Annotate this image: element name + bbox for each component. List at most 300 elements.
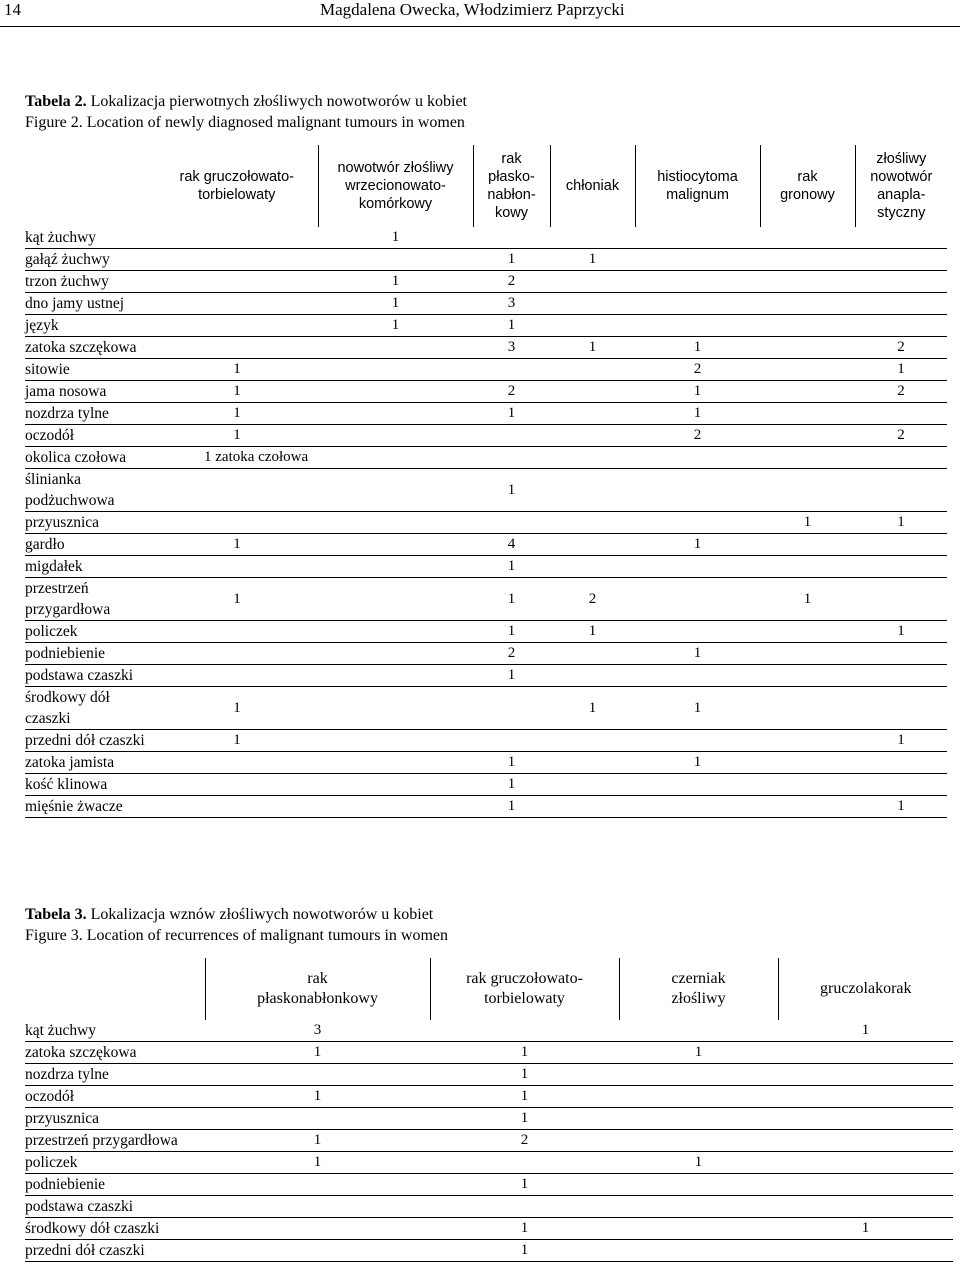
table-cell	[855, 447, 947, 469]
table-cell	[855, 687, 947, 730]
table-cell: 3	[507, 339, 516, 355]
table-cell: 1	[233, 699, 241, 716]
table-cell	[550, 556, 635, 578]
table-cell	[635, 447, 760, 469]
table-cell	[550, 534, 635, 556]
table-cell	[619, 1020, 778, 1042]
table-cell: 1	[507, 590, 516, 607]
table-cell	[205, 1196, 430, 1218]
table-cell	[156, 643, 318, 665]
table-cell: 1	[861, 1022, 870, 1038]
table-row	[25, 403, 947, 425]
table2-caption-en: Figure 2. Location of newly diagnosed malignant tumours in women	[25, 114, 465, 131]
table-cell: 1	[897, 361, 905, 377]
table-cell	[156, 556, 318, 578]
table3-corner	[25, 958, 205, 1020]
table3-header-row	[25, 958, 953, 1020]
table-cell: 1	[693, 405, 702, 421]
table-cell	[156, 774, 318, 796]
table-cell: 1	[520, 1110, 529, 1126]
table-cell	[778, 1108, 953, 1130]
table-cell	[778, 1152, 953, 1174]
table-cell	[760, 315, 855, 337]
table-cell: 1	[520, 1220, 529, 1236]
table-row	[25, 337, 947, 359]
table-cell	[760, 337, 855, 359]
table-row	[25, 534, 947, 556]
table-cell	[550, 665, 635, 687]
table-cell	[760, 774, 855, 796]
table-cell	[318, 403, 473, 425]
table-row	[25, 1020, 953, 1042]
table-cell: 1	[233, 405, 241, 421]
table-cell	[550, 447, 635, 469]
table-cell	[760, 227, 855, 249]
table-row	[25, 227, 947, 249]
table-cell	[635, 556, 760, 578]
table-cell: 1	[313, 1132, 322, 1148]
table-cell: 1	[507, 754, 516, 770]
table-cell: 1	[507, 776, 516, 792]
table-cell: 1	[588, 623, 597, 639]
table-cell	[550, 315, 635, 337]
row-label: zatoka jamista	[25, 754, 115, 771]
table2-col-header	[156, 145, 318, 227]
table-cell: 1	[391, 317, 400, 333]
table-row	[25, 293, 947, 315]
row-label: podstawa czaszki	[25, 667, 134, 684]
table-cell	[635, 774, 760, 796]
table-cell	[760, 730, 855, 752]
table-cell	[855, 774, 947, 796]
row-label: oczodół	[25, 1088, 75, 1105]
table-cell	[635, 796, 760, 818]
table-cell: 1	[694, 1154, 703, 1170]
table-cell	[318, 796, 473, 818]
table-cell: 1	[507, 481, 516, 498]
table-cell	[760, 249, 855, 271]
table-cell	[156, 469, 318, 512]
table-cell	[619, 1218, 778, 1240]
table2-corner	[25, 145, 156, 227]
table-cell	[855, 578, 947, 621]
table3-col-header	[619, 958, 778, 1020]
table-cell: 1	[588, 251, 597, 267]
table-row	[25, 1240, 953, 1262]
table-cell	[855, 315, 947, 337]
table3-caption-pl	[25, 906, 433, 924]
table-cell	[760, 556, 855, 578]
table-cell	[760, 796, 855, 818]
table-cell	[205, 1240, 430, 1262]
table-row	[25, 665, 947, 687]
table-cell: 2	[507, 273, 516, 289]
row-label: język	[25, 317, 59, 334]
table-cell: 1	[861, 1220, 870, 1236]
table2-col-3: chłoniak	[565, 178, 620, 194]
table-cell	[855, 271, 947, 293]
table3-col-header	[778, 958, 953, 1020]
table-cell	[855, 534, 947, 556]
table-cell: 2	[507, 383, 516, 399]
table-cell: 3	[507, 295, 516, 311]
row-label: ślinianka podżuchwowa	[25, 471, 115, 509]
table3-col-1: rak gruczołowato-torbielowaty	[466, 970, 583, 1007]
table-cell	[855, 556, 947, 578]
table-row	[25, 447, 947, 469]
row-label: gałąź żuchwy	[25, 251, 110, 268]
table-cell	[635, 730, 760, 752]
row-label: podstawa czaszki	[25, 1198, 134, 1215]
table-cell	[318, 687, 473, 730]
row-label: kość klinowa	[25, 776, 108, 793]
table-row	[25, 796, 947, 818]
table-cell	[156, 293, 318, 315]
table-row	[25, 1108, 953, 1130]
table2-col-5: rak gronowy	[780, 169, 835, 203]
table2-col-0: rak gruczołowato-torbielowaty	[179, 169, 294, 203]
row-label: przestrzeń przygardłowa	[25, 1132, 178, 1149]
table-row	[25, 1218, 953, 1240]
row-label: zatoka szczękowa	[25, 339, 137, 356]
table-cell	[635, 271, 760, 293]
table-cell	[318, 643, 473, 665]
table-cell: 1	[588, 339, 597, 355]
row-label: środkowy dół czaszki	[25, 689, 110, 727]
table-cell: 1	[507, 798, 516, 814]
table-cell: 1	[693, 699, 702, 716]
table-cell	[550, 403, 635, 425]
table-cell	[760, 752, 855, 774]
table-cell	[619, 1086, 778, 1108]
row-label: przestrzeń przygardłowa	[25, 580, 111, 618]
running-head-authors: Magdalena Owecka, Włodzimierz Paprzycki	[320, 0, 625, 19]
table-row	[25, 556, 947, 578]
table-cell: 1	[313, 1044, 322, 1060]
table-cell	[619, 1064, 778, 1086]
table-cell	[778, 1042, 953, 1064]
table-cell	[318, 752, 473, 774]
table-cell	[635, 578, 760, 621]
table-cell: 1	[391, 229, 400, 245]
row-label: zatoka szczękowa	[25, 1044, 137, 1061]
table-cell: 2	[520, 1132, 529, 1148]
table-cell	[760, 403, 855, 425]
table-row	[25, 687, 947, 730]
table-row	[25, 1152, 953, 1174]
table-cell: 1	[520, 1176, 529, 1192]
table-cell: 1	[897, 798, 905, 814]
table-cell	[550, 271, 635, 293]
table-cell	[473, 425, 550, 447]
table-cell	[619, 1196, 778, 1218]
table-cell: 2	[693, 427, 702, 443]
table-cell	[205, 1064, 430, 1086]
table-cell: 1	[520, 1044, 529, 1060]
table-cell	[156, 512, 318, 534]
table2-col-header	[635, 145, 760, 227]
table-cell: 1	[233, 536, 241, 552]
table-row	[25, 469, 947, 512]
header-rule	[0, 26, 960, 27]
table-cell	[550, 359, 635, 381]
table-cell	[635, 249, 760, 271]
table-cell	[855, 293, 947, 315]
table-cell	[619, 1174, 778, 1196]
table-cell: 1	[803, 514, 812, 530]
table-cell: 1	[233, 732, 241, 748]
table-cell	[760, 359, 855, 381]
table-cell	[760, 621, 855, 643]
table-cell	[318, 578, 473, 621]
table-row	[25, 643, 947, 665]
table2-col-header	[855, 145, 947, 227]
table3-caption-bold: Tabela 3.	[25, 906, 87, 923]
table-row	[25, 578, 947, 621]
table-cell	[473, 359, 550, 381]
table-cell	[318, 665, 473, 687]
table-row	[25, 752, 947, 774]
table-cell	[318, 249, 473, 271]
table-cell	[635, 315, 760, 337]
table-cell: 1	[897, 732, 905, 748]
table-cell	[156, 271, 318, 293]
table-cell	[156, 752, 318, 774]
table2-col-header	[760, 145, 855, 227]
table-cell: 1	[693, 645, 702, 661]
table-cell: 1	[507, 558, 516, 574]
table-cell	[855, 403, 947, 425]
table-cell: 1	[694, 1044, 703, 1060]
table-cell	[318, 447, 473, 469]
table-cell	[778, 1174, 953, 1196]
table-cell: 1	[391, 273, 400, 289]
table-cell	[635, 469, 760, 512]
table2-caption-pl-text: Lokalizacja pierwotnych złośliwych nowotworów u kobiet	[86, 93, 467, 110]
table-cell	[205, 1108, 430, 1130]
table-cell	[318, 730, 473, 752]
table-cell: 3	[313, 1022, 322, 1038]
table-cell	[156, 621, 318, 643]
table-cell	[473, 227, 550, 249]
table2-header-row	[25, 145, 947, 227]
table-cell: 1	[507, 667, 516, 683]
table-row	[25, 249, 947, 271]
table2-col-header	[318, 145, 473, 227]
table-cell: 1	[233, 427, 241, 443]
table-cell	[635, 621, 760, 643]
table-cell	[619, 1130, 778, 1152]
table-cell	[760, 381, 855, 403]
table-cell: 2	[897, 339, 905, 355]
table-cell	[550, 730, 635, 752]
table-cell	[760, 687, 855, 730]
table3-caption-en: Figure 3. Location of recurrences of malignant tumours in women	[25, 927, 448, 944]
table-cell	[760, 534, 855, 556]
table-cell: 2	[897, 427, 905, 443]
table-cell: 1	[233, 590, 241, 607]
table-cell	[156, 796, 318, 818]
table2-caption-bold: Tabela 2.	[25, 93, 87, 110]
table3-col-header	[205, 958, 430, 1020]
table-cell	[635, 512, 760, 534]
table-cell: 1	[693, 536, 702, 552]
table-row	[25, 730, 947, 752]
table-cell: 1	[233, 361, 241, 377]
table-cell	[318, 621, 473, 643]
table-row	[25, 381, 947, 403]
table-cell: 1	[803, 590, 812, 607]
row-label: gardło	[25, 536, 65, 553]
table-cell	[550, 643, 635, 665]
table2-col-4: histiocytoma malignum	[657, 169, 738, 203]
row-label: podniebienie	[25, 1176, 106, 1193]
row-label: przedni dół czaszki	[25, 732, 145, 749]
table-cell: 1	[897, 623, 905, 639]
row-label: oczodół	[25, 427, 75, 444]
table-cell	[550, 796, 635, 818]
table-cell: 1 zatoka czołowa	[204, 449, 309, 465]
table-cell: 1	[233, 383, 241, 399]
table2-col-2: rak płasko-nabłon-kowy	[487, 151, 536, 221]
table-row	[25, 1196, 953, 1218]
table-cell: 1	[693, 339, 702, 355]
table-cell	[855, 249, 947, 271]
table2-col-1: nowotwór złośliwy wrzecionowato-komórkowy	[337, 160, 454, 212]
table-cell	[550, 752, 635, 774]
table-row	[25, 315, 947, 337]
row-label: kąt żuchwy	[25, 1022, 97, 1039]
table-cell	[778, 1196, 953, 1218]
table-row	[25, 271, 947, 293]
table-cell: 1	[588, 699, 597, 716]
table-cell	[619, 1108, 778, 1130]
row-label: środkowy dół czaszki	[25, 1220, 160, 1237]
row-label: policzek	[25, 623, 78, 640]
table-row	[25, 774, 947, 796]
table-cell	[550, 293, 635, 315]
table-cell: 1	[520, 1066, 529, 1082]
table-cell	[156, 227, 318, 249]
row-label: trzon żuchwy	[25, 273, 109, 290]
table3-caption-pl-text: Lokalizacja wznów złośliwych nowotworów u kobiet	[86, 906, 434, 923]
table-cell	[635, 293, 760, 315]
table-cell	[156, 665, 318, 687]
table-cell	[205, 1218, 430, 1240]
table-row	[25, 1130, 953, 1152]
row-label: migdałek	[25, 558, 83, 575]
table-cell	[473, 730, 550, 752]
row-label: nozdrza tylne	[25, 405, 109, 422]
table-cell	[318, 512, 473, 534]
table-cell	[318, 534, 473, 556]
table-cell: 4	[507, 536, 516, 552]
table-cell: 2	[507, 645, 516, 661]
row-label: podniebienie	[25, 645, 106, 662]
table-row	[25, 359, 947, 381]
table-row	[25, 1174, 953, 1196]
table-cell	[430, 1196, 619, 1218]
table-cell	[473, 447, 550, 469]
row-label: okolica czołowa	[25, 449, 127, 466]
table-cell	[760, 643, 855, 665]
table-cell: 1	[313, 1154, 322, 1170]
table-cell: 1	[520, 1088, 529, 1104]
table-cell	[778, 1130, 953, 1152]
row-label: nozdrza tylne	[25, 1066, 109, 1083]
table-cell	[760, 293, 855, 315]
table-cell: 1	[313, 1088, 322, 1104]
table-row	[25, 425, 947, 447]
row-label: mięśnie żwacze	[25, 798, 123, 815]
row-label: policzek	[25, 1154, 78, 1171]
table-cell	[205, 1174, 430, 1196]
row-label: jama nosowa	[25, 383, 107, 400]
table-cell	[855, 752, 947, 774]
table-cell	[430, 1020, 619, 1042]
table-cell: 2	[693, 361, 702, 377]
table-cell	[760, 271, 855, 293]
table-cell	[760, 447, 855, 469]
table-cell	[550, 227, 635, 249]
table-cell	[619, 1240, 778, 1262]
table-cell	[430, 1152, 619, 1174]
table-cell: 1	[507, 623, 516, 639]
row-label: przyusznica	[25, 1110, 100, 1127]
table3-col-0: rak płaskonabłonkowy	[257, 970, 378, 1007]
table-row	[25, 1064, 953, 1086]
table-cell: 1	[507, 317, 516, 333]
table-row	[25, 1042, 953, 1064]
table-cell	[550, 381, 635, 403]
table-cell	[778, 1064, 953, 1086]
table-cell: 1	[507, 405, 516, 421]
table-cell	[318, 556, 473, 578]
table-cell	[156, 249, 318, 271]
table-cell	[550, 425, 635, 447]
table3-col-header	[430, 958, 619, 1020]
table-cell: 2	[588, 590, 597, 607]
table-cell	[550, 512, 635, 534]
table-cell	[318, 337, 473, 359]
table3-col-2: czerniak złośliwy	[671, 970, 726, 1007]
table-cell	[318, 381, 473, 403]
table3	[25, 958, 953, 1262]
table-cell	[760, 469, 855, 512]
table-cell	[855, 227, 947, 249]
table-cell	[760, 425, 855, 447]
table-row	[25, 512, 947, 534]
table-cell	[760, 665, 855, 687]
page-number: 14	[4, 0, 21, 19]
table-cell	[318, 469, 473, 512]
table-cell	[855, 643, 947, 665]
table-cell	[318, 359, 473, 381]
table3-col-3: gruczolakorak	[819, 980, 912, 997]
row-label: sitowie	[25, 361, 70, 378]
table-row	[25, 621, 947, 643]
table2-col-header	[550, 145, 635, 227]
table-cell	[778, 1240, 953, 1262]
table2-caption-pl	[25, 93, 467, 111]
table-cell	[473, 512, 550, 534]
table-cell	[635, 227, 760, 249]
table2	[25, 145, 947, 818]
table-cell: 1	[693, 754, 702, 770]
table2-col-6: złośliwy nowotwór anapla-styczny	[870, 151, 933, 221]
table-cell	[550, 774, 635, 796]
table-cell	[855, 469, 947, 512]
